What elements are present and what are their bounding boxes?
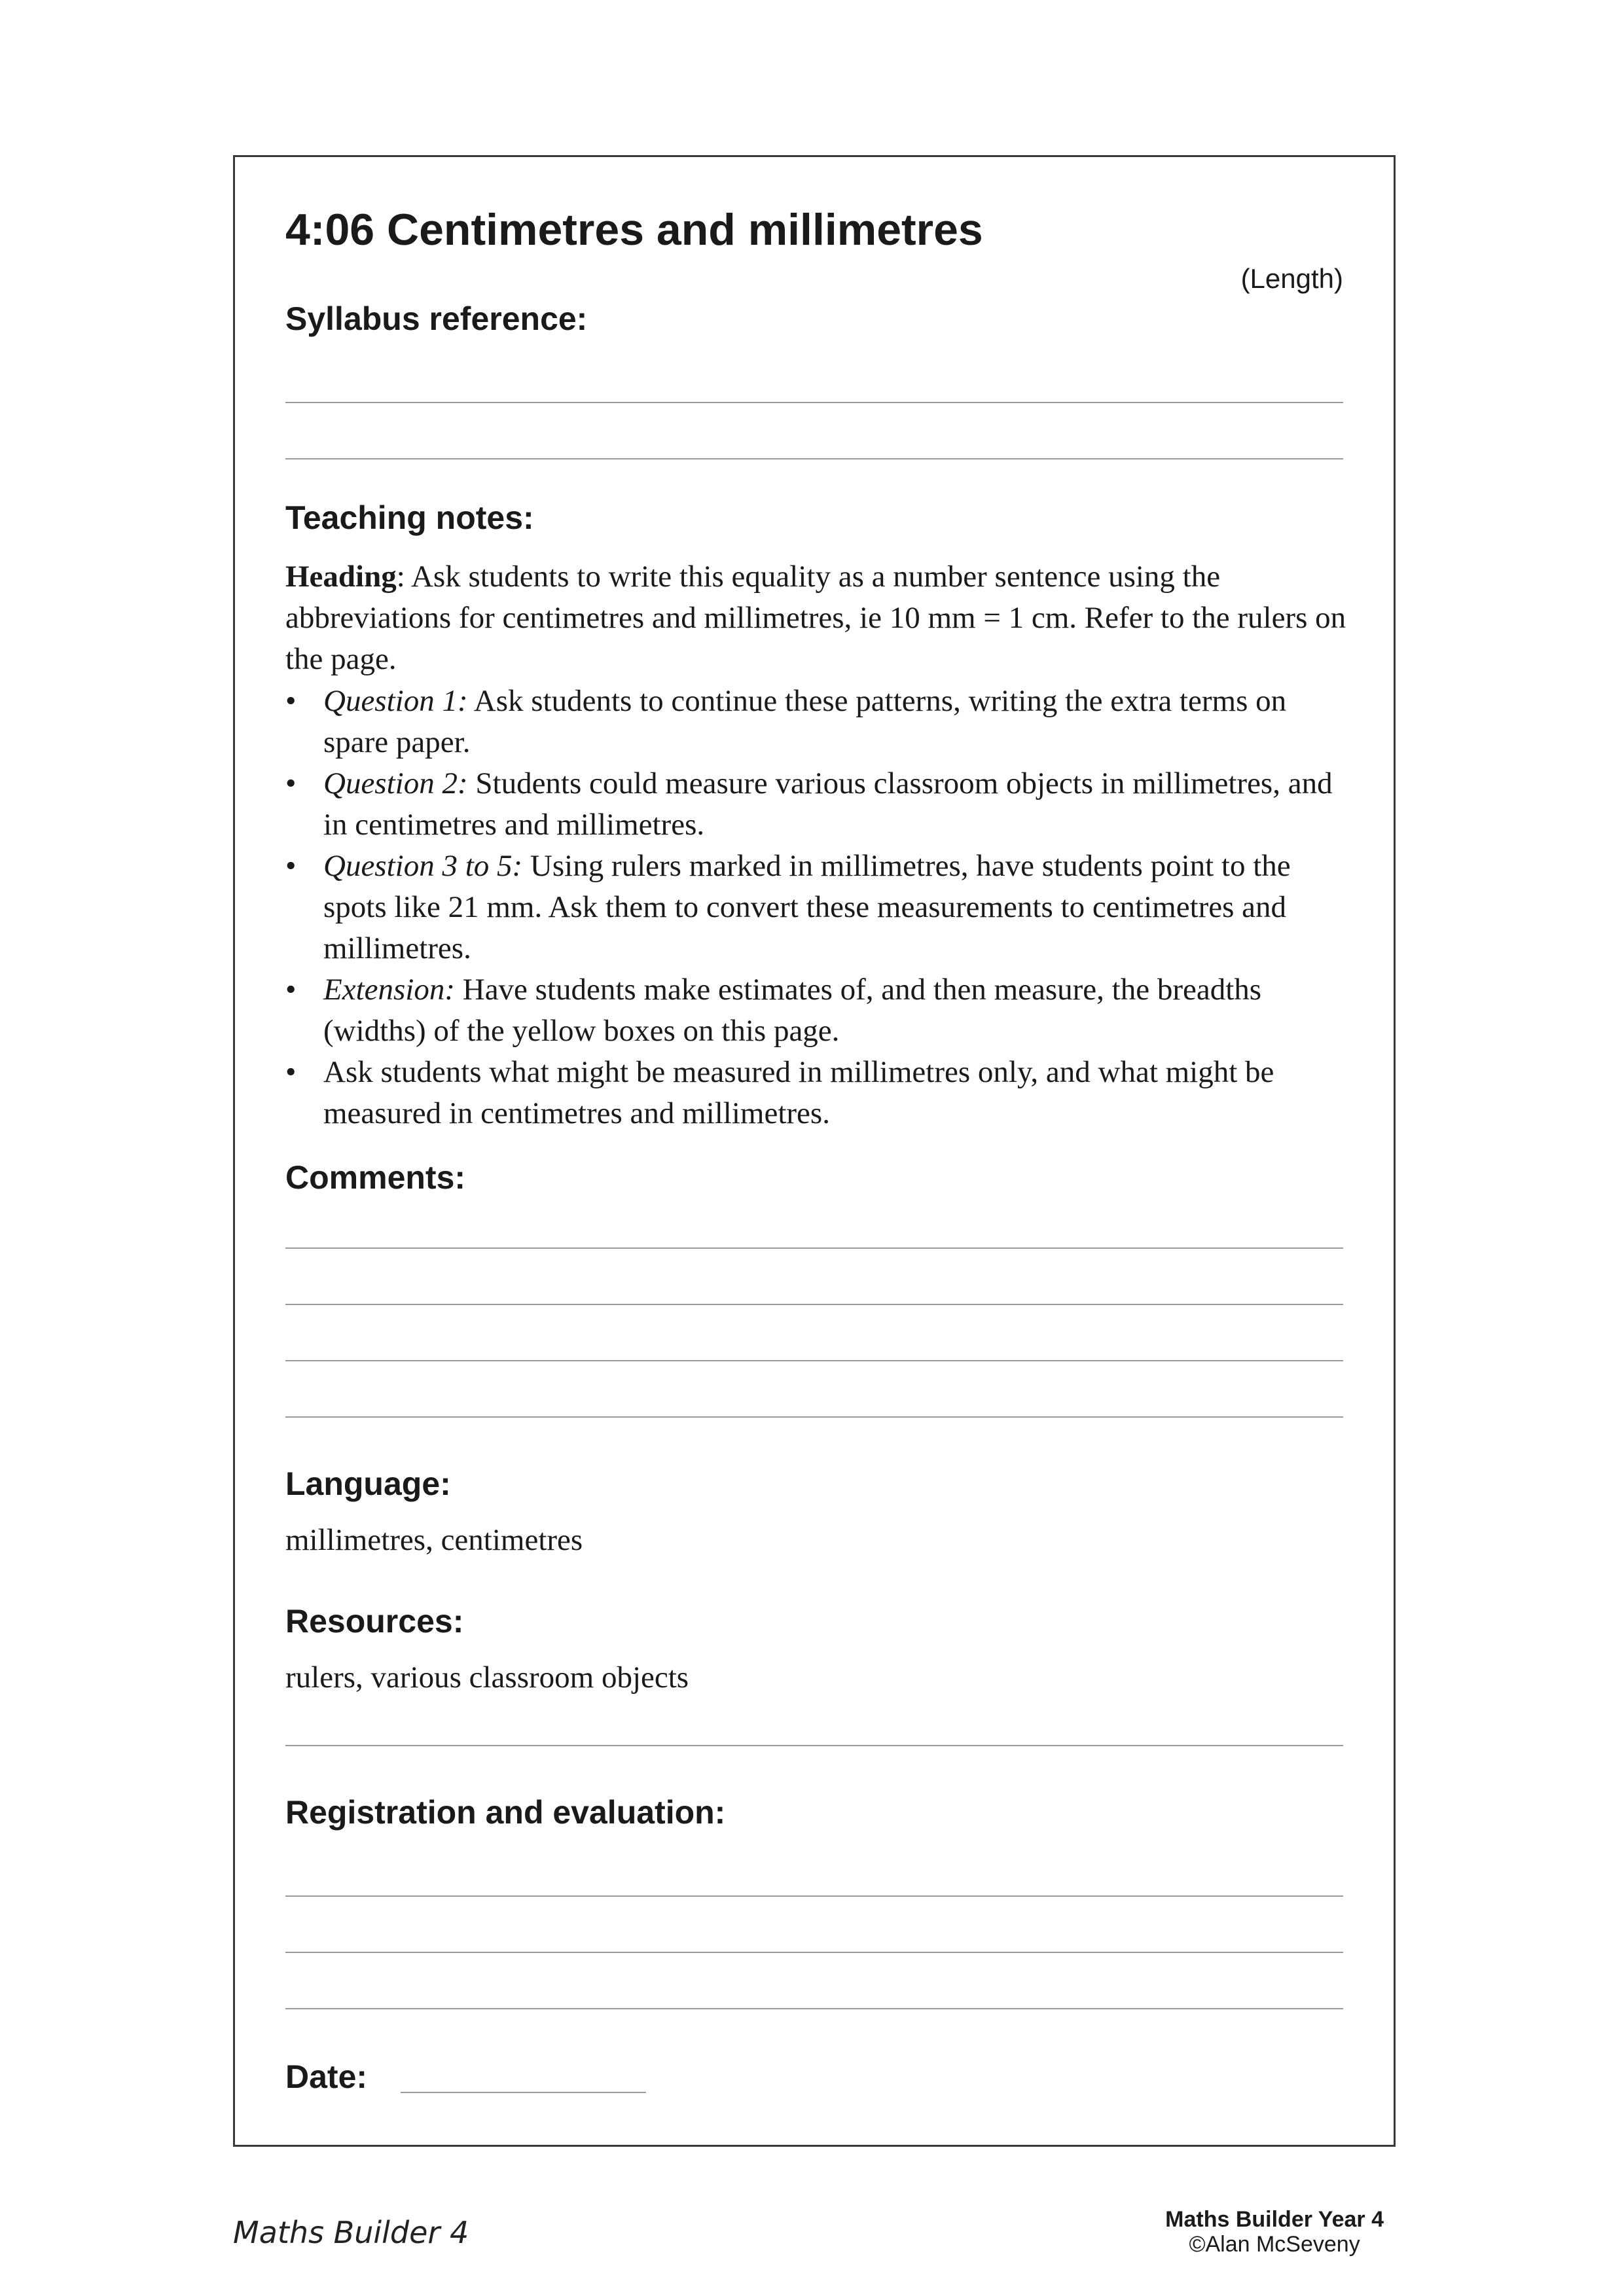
registration-line-3[interactable] (285, 2008, 1343, 2009)
comments-line-1[interactable] (285, 1247, 1343, 1249)
heading-note-label: Heading (285, 560, 397, 594)
comments-heading: Comments: (285, 1159, 466, 1196)
teaching-notes-heading: Teaching notes: (285, 499, 534, 536)
note-text: Ask students to continue these patterns, writing the extra terms on spare paper. (323, 684, 1287, 759)
page-title: 4:06 Centimetres and millimetres (285, 205, 983, 255)
footer-book-title: Maths Builder Year 4 (1165, 2207, 1384, 2232)
note-text: Using rulers marked in millimetres, have students point to the spots like 21 mm. Ask them to convert these measurements to centimetres and millimetres. (323, 849, 1291, 965)
note-lead: Question 1: (323, 684, 468, 718)
list-item (285, 763, 1352, 846)
footer-copyright: ©Alan McSeveny (1189, 2232, 1360, 2257)
list-item (285, 846, 1352, 969)
note-text: Ask students what might be measured in millimetres only, and what might be measured in centimetres and millimetres. (323, 1055, 1274, 1130)
registration-line-2[interactable] (285, 1952, 1343, 1953)
date-label: Date: (285, 2058, 368, 2095)
resources-line[interactable] (285, 1745, 1343, 1746)
topic-label: (Length) (1240, 263, 1343, 294)
note-lead: Extension: (323, 973, 455, 1007)
note-text: Students could measure various classroom objects in millimetres, and in centimetres and millimetres. (323, 766, 1333, 842)
footer-left: Maths Builder 4 (233, 2215, 469, 2250)
note-text: Have students make estimates of, and then measure, the breadths (widths) of the yellow boxes on this page. (323, 973, 1262, 1048)
comments-line-4[interactable] (285, 1416, 1343, 1418)
bullet: • (285, 766, 297, 800)
heading-note (285, 556, 1352, 680)
footer-right (1165, 2207, 1384, 2257)
language-text: millimetres, centimetres (285, 1523, 583, 1557)
date-field[interactable] (401, 2092, 646, 2093)
note-lead: Question 3 to 5: (323, 849, 523, 883)
resources-heading: Resources: (285, 1603, 464, 1640)
syllabus-heading: Syllabus reference: (285, 300, 588, 337)
registration-line-1[interactable] (285, 1895, 1343, 1897)
language-heading: Language: (285, 1465, 451, 1502)
comments-line-3[interactable] (285, 1360, 1343, 1361)
notes-list (285, 681, 1352, 1134)
syllabus-line-1[interactable] (285, 402, 1343, 403)
list-item (285, 1052, 1352, 1134)
note-lead: Question 2: (323, 766, 468, 800)
bullet: • (285, 1055, 297, 1089)
list-item (285, 681, 1352, 763)
resources-text: rulers, various classroom objects (285, 1660, 689, 1695)
bullet: • (285, 973, 297, 1007)
page-frame (233, 155, 1396, 2147)
bullet: • (285, 849, 297, 883)
heading-note-text: : Ask students to write this equality as a number sentence using the abbreviations for centimetres and millimetres, ie 10 mm = 1 cm. Refer to the rulers on the page. (285, 560, 1346, 676)
list-item (285, 969, 1352, 1052)
registration-heading: Registration and evaluation: (285, 1794, 726, 1831)
syllabus-line-2[interactable] (285, 458, 1343, 459)
comments-line-2[interactable] (285, 1304, 1343, 1305)
bullet: • (285, 684, 297, 718)
